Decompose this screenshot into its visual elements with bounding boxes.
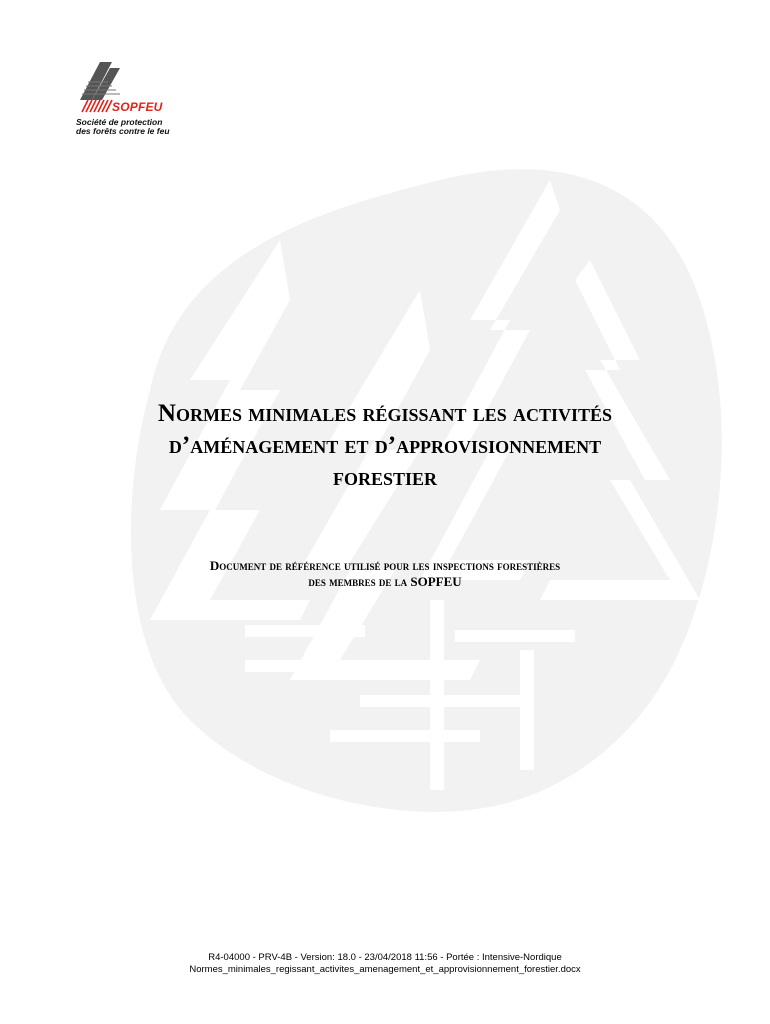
footer-filename: Normes_minimales_regissant_activites_amenagement_et_approvisionnement_forestier.docx (189, 964, 581, 975)
document-title (60, 398, 710, 494)
logo-name: SOPFEU (112, 100, 163, 114)
title-line1: Normes minimales régissant les activités (157, 400, 613, 427)
logo-tagline (76, 118, 170, 136)
subtitle-line2: des membres de la SOPFEU (308, 574, 462, 589)
document-subtitle (90, 558, 680, 590)
footer-reference: R4-04000 - PRV-4B - Version: 18.0 - 23/04/2018 11:56 - Portée : Intensive-Nordique (208, 952, 562, 963)
title-line2: d’aménagement et d’approvisionnement (168, 432, 602, 459)
logo-tagline-line1: Société de protection (76, 117, 163, 127)
page-footer (60, 952, 710, 976)
sopfeu-logo (74, 60, 214, 140)
subtitle-line1: Document de référence utilisé pour les inspections forestières (209, 558, 561, 573)
title-line3: forestier (332, 464, 438, 491)
logo-tagline-line2: des forêts contre le feu (76, 126, 170, 136)
